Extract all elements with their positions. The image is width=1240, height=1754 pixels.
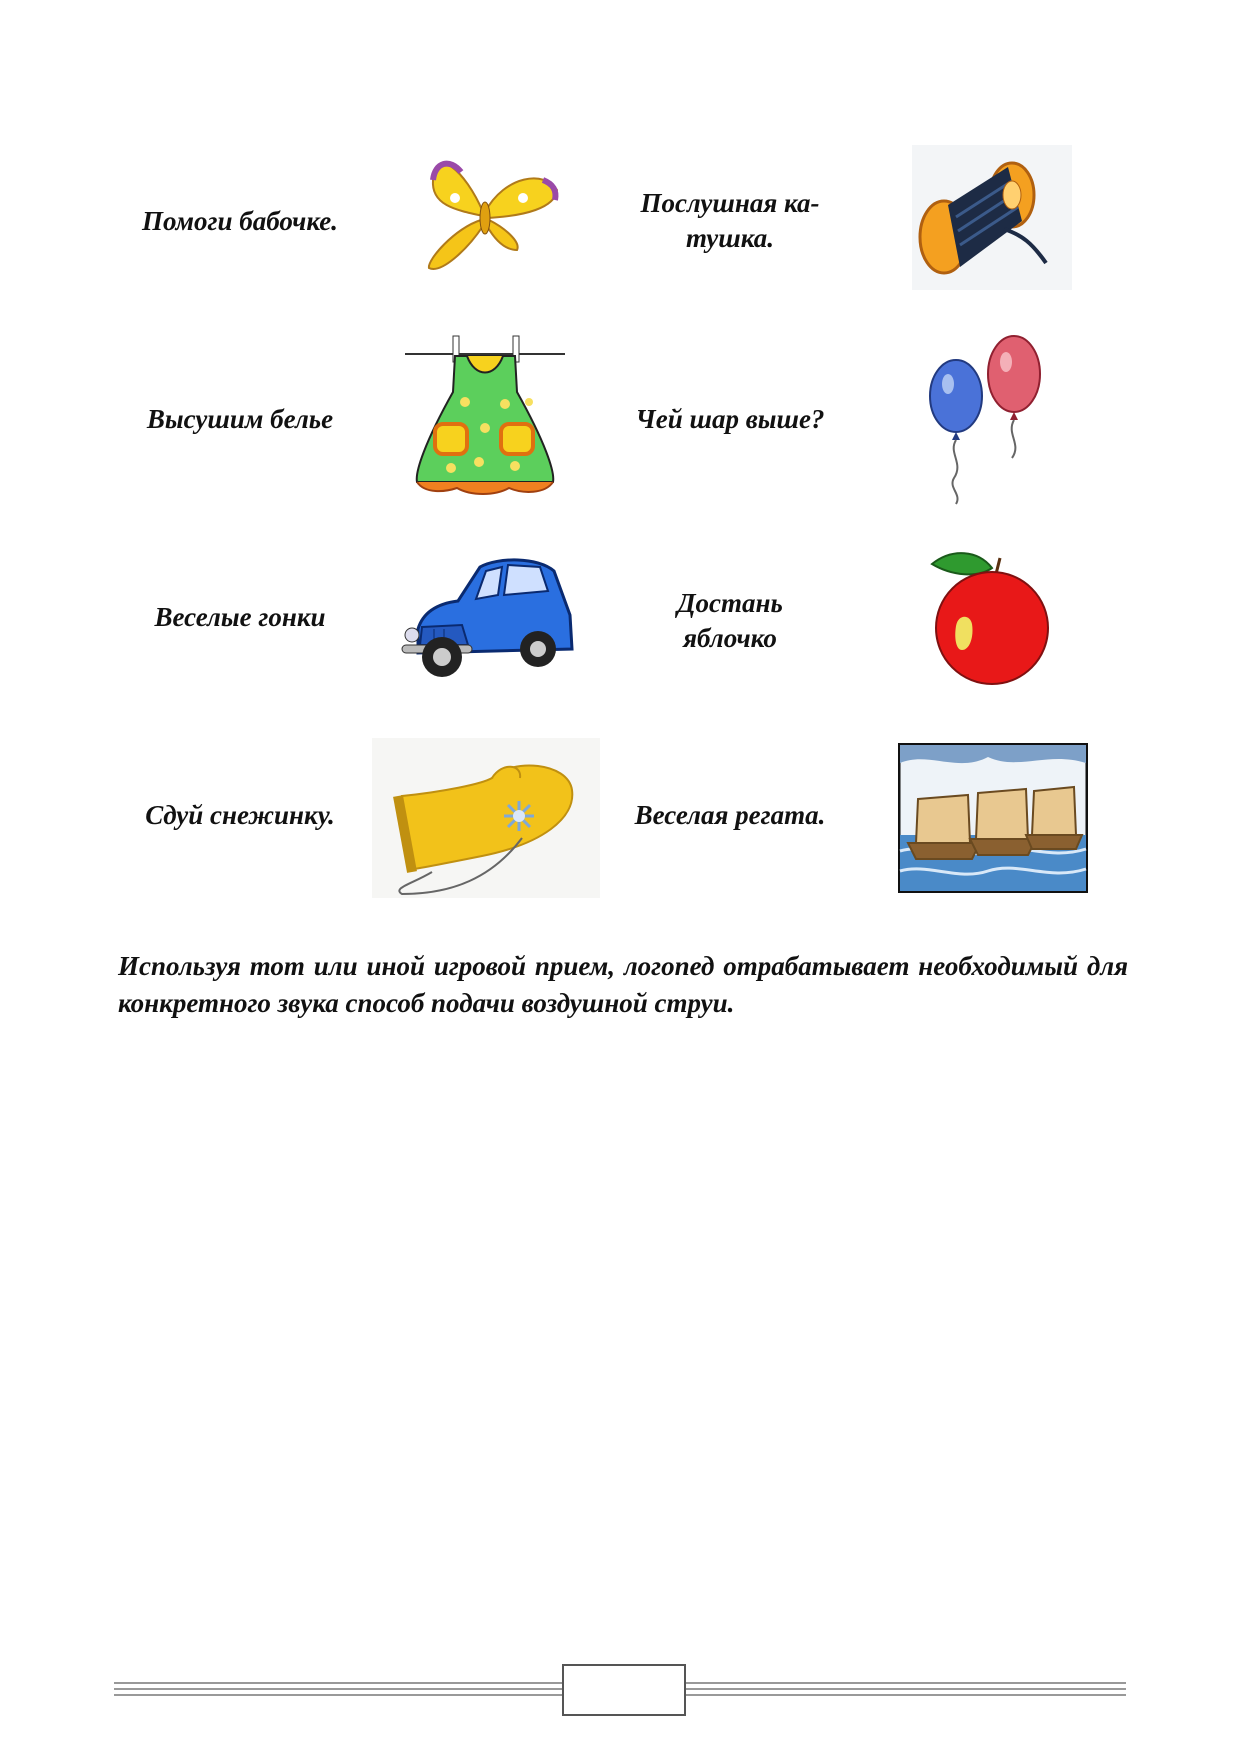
caption-reach-apple: Достань яблочко [677,588,783,653]
thread-spool-icon [912,145,1072,290]
caption-fun-regatta: Веселая регата. [634,800,826,830]
page-number-box [562,1664,686,1716]
apple-icon [922,540,1062,690]
caption-help-butterfly: Помоги бабочке. [142,206,338,236]
body-paragraph: Используя тот или иной игровой прием, логопед отрабатывает необходимый для конкретного звука способ подачи воздушной струи. [118,951,1128,1018]
caption-dry-laundry: Высушим белье [146,404,334,434]
caption-fun-races: Веселые гонки [154,602,326,632]
dress-on-line-icon [405,332,565,502]
mitten-snowflake-icon [372,738,600,898]
caption-whose-balloon-higher: Чей шар выше? [635,404,825,434]
butterfly-icon [405,150,565,285]
blue-car-icon [398,545,578,690]
caption-blow-snowflake: Сдуй снежинку. [145,800,335,830]
balloons-icon [918,328,1058,508]
caption-obedient-spool: Послушная ка- тушка. [640,188,820,253]
sailboats-icon [898,743,1088,893]
